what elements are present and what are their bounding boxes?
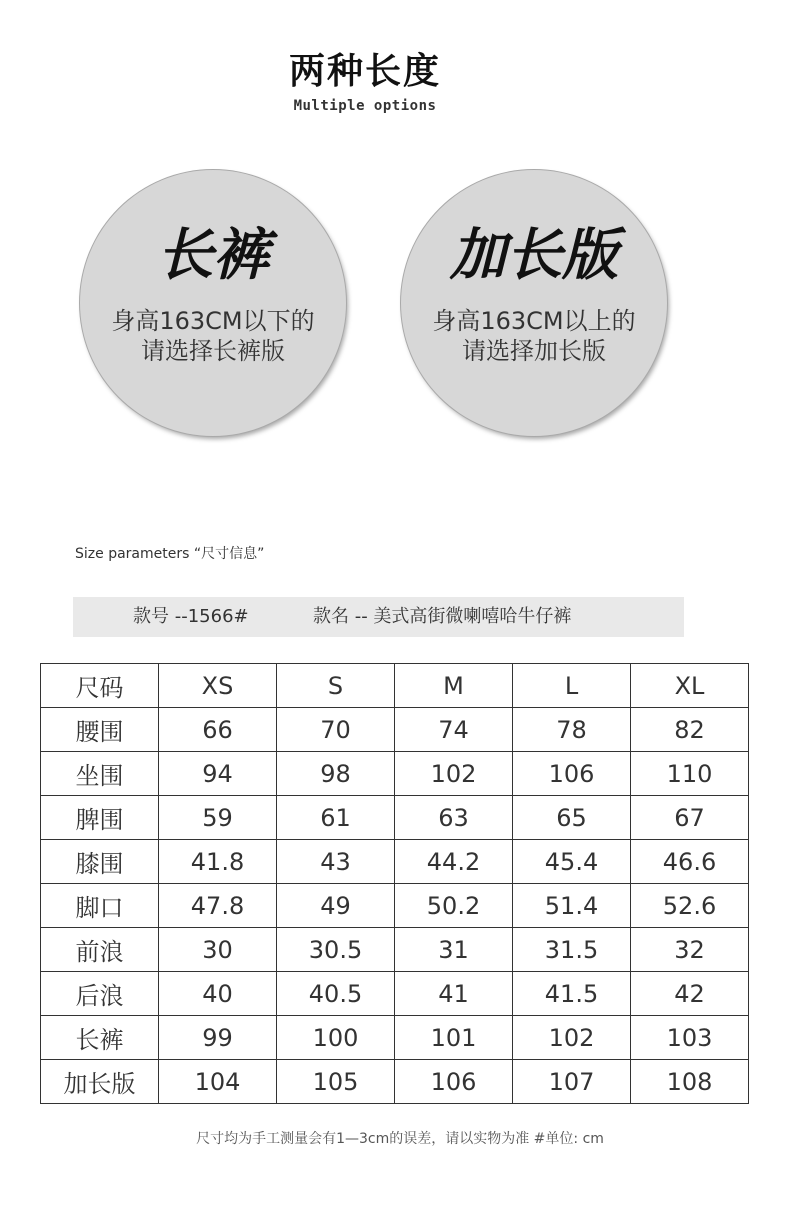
table-row xyxy=(41,884,749,928)
table-cell: 106 xyxy=(395,1060,513,1104)
row-label: 腰围 xyxy=(41,708,159,752)
table-cell: 63 xyxy=(395,796,513,840)
table-cell: 49 xyxy=(277,884,395,928)
table-cell: 78 xyxy=(513,708,631,752)
measurement-footnote: 尺寸均为手工测量会有1—3cm的误差，请以实物为准 #单位: cm xyxy=(196,1131,604,1147)
row-label: 长裤 xyxy=(41,1016,159,1060)
table-cell: 100 xyxy=(277,1016,395,1060)
row-label: 脾围 xyxy=(41,796,159,840)
table-cell: 52.6 xyxy=(631,884,749,928)
option-circle-regular xyxy=(80,170,346,436)
table-cell: 98 xyxy=(277,752,395,796)
table-cell: 41 xyxy=(395,972,513,1016)
table-cell: 106 xyxy=(513,752,631,796)
table-cell: 32 xyxy=(631,928,749,972)
table-cell: 105 xyxy=(277,1060,395,1104)
option-desc-line1: 身高163CM以上的 xyxy=(432,307,636,335)
table-cell: 101 xyxy=(395,1016,513,1060)
row-label: 后浪 xyxy=(41,972,159,1016)
table-cell: 40.5 xyxy=(277,972,395,1016)
table-cell: 107 xyxy=(513,1060,631,1104)
table-row xyxy=(41,972,749,1016)
row-label: 前浪 xyxy=(41,928,159,972)
table-cell: 66 xyxy=(159,708,277,752)
table-cell: 31 xyxy=(395,928,513,972)
table-header-cell: XS xyxy=(159,664,277,708)
table-row xyxy=(41,928,749,972)
option-desc-line1: 身高163CM以下的 xyxy=(111,307,315,335)
table-cell: 31.5 xyxy=(513,928,631,972)
table-cell: 61 xyxy=(277,796,395,840)
table-cell: 41.8 xyxy=(159,840,277,884)
table-row xyxy=(41,1060,749,1104)
table-cell: 65 xyxy=(513,796,631,840)
table-header-cell: 尺码 xyxy=(41,664,159,708)
table-row xyxy=(41,708,749,752)
table-cell: 42 xyxy=(631,972,749,1016)
table-cell: 67 xyxy=(631,796,749,840)
option-desc-line2: 请选择长裤版 xyxy=(141,337,285,365)
title-block xyxy=(0,48,730,114)
row-label: 膝围 xyxy=(41,840,159,884)
table-cell: 99 xyxy=(159,1016,277,1060)
table-cell: 40 xyxy=(159,972,277,1016)
option-circle-extended xyxy=(401,170,667,436)
style-number: 款号 --1566# xyxy=(133,606,249,627)
table-cell: 70 xyxy=(277,708,395,752)
row-label: 坐围 xyxy=(41,752,159,796)
table-cell: 103 xyxy=(631,1016,749,1060)
size-table xyxy=(40,663,749,1104)
table-cell: 43 xyxy=(277,840,395,884)
table-cell: 110 xyxy=(631,752,749,796)
table-cell: 104 xyxy=(159,1060,277,1104)
style-name: 款名 -- 美式高街微喇嘻哈牛仔裤 xyxy=(313,606,572,627)
table-cell: 45.4 xyxy=(513,840,631,884)
table-row xyxy=(41,1016,749,1060)
table-cell: 30.5 xyxy=(277,928,395,972)
table-cell: 41.5 xyxy=(513,972,631,1016)
table-header-cell: XL xyxy=(631,664,749,708)
table-header-cell: L xyxy=(513,664,631,708)
option-desc-line2: 请选择加长版 xyxy=(462,337,606,365)
table-row xyxy=(41,796,749,840)
size-parameters-label: Size parameters “尺寸信息” xyxy=(75,546,265,562)
table-cell: 50.2 xyxy=(395,884,513,928)
table-cell: 102 xyxy=(395,752,513,796)
table-cell: 47.8 xyxy=(159,884,277,928)
option-heading: 长裤 xyxy=(157,223,269,288)
table-cell: 30 xyxy=(159,928,277,972)
table-header-row xyxy=(41,664,749,708)
table-header-cell: M xyxy=(395,664,513,708)
table-row xyxy=(41,840,749,884)
page-title: 两种长度 xyxy=(288,51,441,92)
table-cell: 74 xyxy=(395,708,513,752)
table-cell: 108 xyxy=(631,1060,749,1104)
option-heading: 加长版 xyxy=(450,223,618,288)
table-header-cell: S xyxy=(277,664,395,708)
table-cell: 46.6 xyxy=(631,840,749,884)
table-cell: 94 xyxy=(159,752,277,796)
style-info-bar xyxy=(73,597,684,637)
table-cell: 82 xyxy=(631,708,749,752)
table-cell: 51.4 xyxy=(513,884,631,928)
table-row xyxy=(41,752,749,796)
page-subtitle: Multiple options xyxy=(293,98,437,114)
row-label: 脚口 xyxy=(41,884,159,928)
table-cell: 102 xyxy=(513,1016,631,1060)
row-label: 加长版 xyxy=(41,1060,159,1104)
table-cell: 59 xyxy=(159,796,277,840)
table-cell: 44.2 xyxy=(395,840,513,884)
